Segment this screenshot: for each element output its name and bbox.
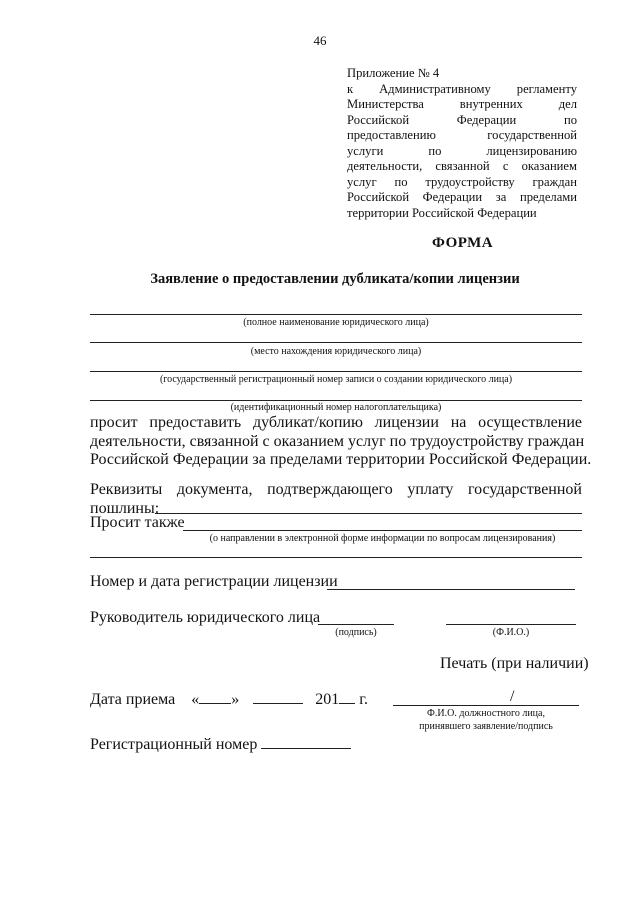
fio-caption: (Ф.И.О.)	[492, 627, 530, 638]
acceptance-label: Дата приема	[90, 691, 176, 708]
also-requests-input-line-2[interactable]	[90, 557, 582, 558]
signature-input-line[interactable]	[318, 624, 394, 625]
annex-line: предоставлению государственной	[347, 128, 577, 142]
head-label: Руководитель юридического лица	[90, 609, 321, 626]
year-input-line[interactable]	[339, 689, 355, 704]
annex-line: Российской Федерации за пределами	[347, 190, 577, 204]
annex-line: к Административному регламенту	[347, 81, 577, 96]
requisites-input-line[interactable]	[155, 513, 582, 514]
annex-line: Министерства внутренних дел	[347, 97, 577, 111]
fio-input-line[interactable]	[446, 624, 576, 625]
request-line: деятельности, связанной с оказанием услуг по трудоустройству граждан	[90, 432, 585, 450]
also-requests-label: Просит также	[90, 514, 185, 531]
acceptance-row	[90, 689, 368, 709]
day-input-line[interactable]	[199, 689, 231, 704]
inn-input-line[interactable]	[90, 400, 582, 401]
license-reg-label: Номер и дата регистрации лицензии	[90, 573, 338, 590]
reg-number-input[interactable]	[261, 734, 351, 749]
request-line: просит предоставить дубликат/копию лицензии на осуществление	[90, 414, 582, 431]
signature-caption: (подпись)	[335, 627, 377, 638]
request-line: Российской Федерации за пределами территории Российской Федерации.	[90, 451, 592, 468]
reg-number-caption: (государственный регистрационный номер записи о создании юридического лица)	[159, 374, 513, 385]
annex-block	[347, 66, 577, 221]
form-title: Заявление о предоставлении дубликата/копии лицензии	[150, 271, 520, 287]
also-requests-input-line[interactable]	[183, 530, 582, 531]
annex-line: деятельности, связанной с оказанием	[347, 159, 577, 173]
location-caption: (место нахождения юридического лица)	[250, 346, 422, 357]
reg-number-label: Регистрационный номер	[90, 736, 258, 753]
requisites-line: Реквизиты документа, подтверждающего уплату государственной	[90, 481, 582, 498]
license-reg-input-line[interactable]	[327, 589, 575, 590]
also-requests-caption: (о направлении в электронной форме информации по вопросам лицензирования)	[209, 533, 556, 544]
name-input-line[interactable]	[90, 314, 582, 315]
annex-line: Приложение № 4	[347, 66, 440, 80]
name-caption: (полное наименование юридического лица)	[243, 317, 429, 328]
official-caption-1: Ф.И.О. должностного лица,	[427, 708, 545, 719]
request-paragraph	[90, 414, 592, 470]
annex-line: территории Российской Федерации	[347, 205, 537, 220]
location-input-line[interactable]	[90, 342, 582, 343]
year-suffix: г.	[359, 691, 368, 708]
annex-line: услуг по трудоустройству граждан	[347, 174, 577, 189]
month-input-line[interactable]	[253, 689, 303, 704]
requisites-line: пошлины:	[90, 499, 160, 517]
inn-caption: (идентификационный номер налогоплательщика)	[230, 402, 442, 413]
reg-number-input-line[interactable]	[90, 371, 582, 372]
year-prefix: 201	[315, 691, 340, 708]
official-caption-2: принявшего заявление/подпись	[419, 721, 553, 732]
open-quote: «	[191, 691, 200, 708]
page-number: 46	[313, 33, 327, 48]
stamp-label: Печать (при наличии)	[440, 655, 589, 672]
official-input-line[interactable]	[393, 705, 579, 706]
annex-line: услуги по лицензированию	[347, 143, 577, 158]
annex-line: Российской Федерации по	[347, 112, 577, 127]
close-quote: »	[231, 691, 240, 708]
form-label: ФОРМА	[432, 235, 494, 251]
slash: /	[510, 688, 515, 705]
reg-number-row	[90, 734, 351, 754]
